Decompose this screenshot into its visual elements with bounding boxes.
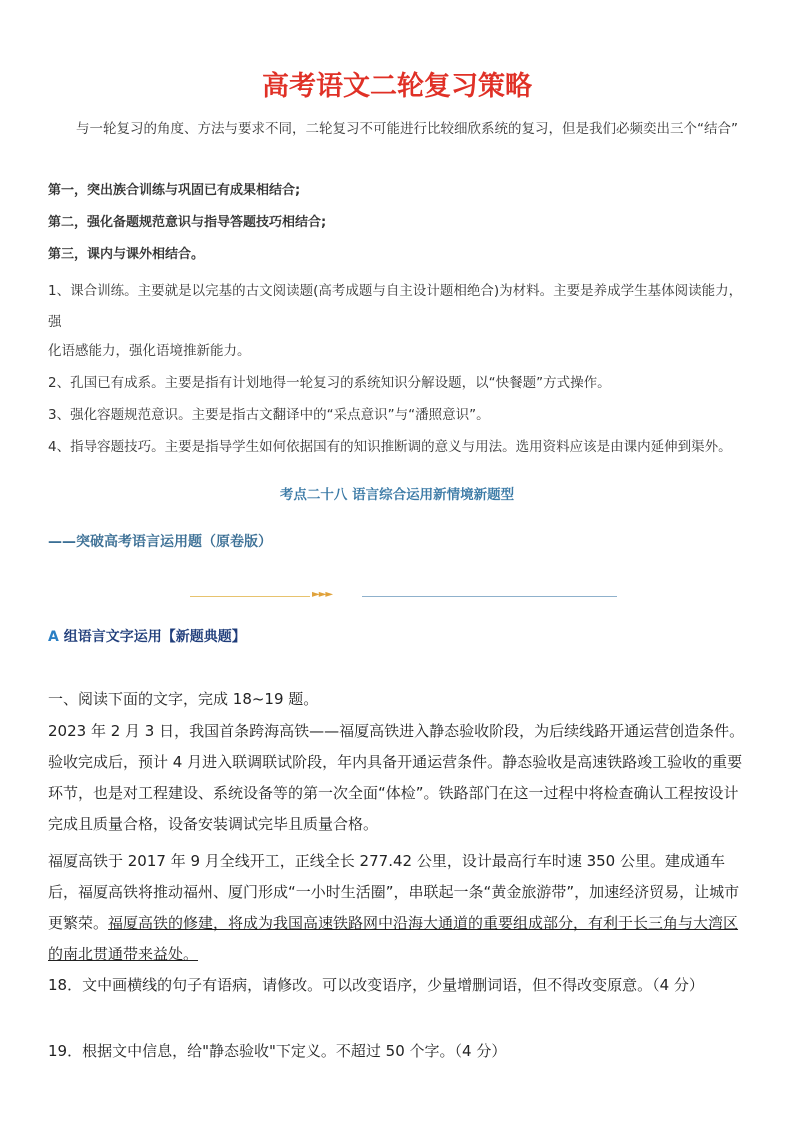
decorative-divider bbox=[190, 589, 620, 600]
intro-paragraph: 与一轮复习的角度、方法与要求不同，二轮复习不可能进行比较细欣系统的复习，但是我们必频奕出三个“结合” bbox=[76, 121, 738, 137]
point-2: 第二，强化备题规范意识与指导答题技巧相结合; bbox=[48, 215, 327, 230]
group-label: 组语言文字运用【新题典题】 bbox=[58, 629, 246, 645]
divider-line-right bbox=[362, 596, 617, 597]
item-4: 4、指导容题技巧。主要是指导学生如何依据国有的知识推断调的意义与用法。选用资料应该是由课内延伸到渠外。 bbox=[48, 439, 732, 455]
group-heading bbox=[48, 626, 246, 646]
underlined-sentence: 福厦高铁的修建，将成为我国高速铁路网中沿海大通道的重要组成部分，有利于长三角与大湾区的南北贯通带来益处。 bbox=[48, 914, 739, 963]
section-title: 考点二十八 语言综合运用新情境新题型 bbox=[279, 487, 515, 503]
item-2: 2、孔国已有成系。主要是指有计划地得一轮复习的系统知识分解设题，以“快餐题”方式操作。 bbox=[48, 375, 611, 391]
section-subtitle: ——突破高考语言运用题（原卷版） bbox=[48, 534, 272, 550]
question-19: 19．根据文中信息，给"静态验收"下定义。不超过 50 个字。（4 分） bbox=[48, 1042, 507, 1060]
group-letter: A bbox=[48, 629, 59, 645]
question-18: 18．文中画横线的句子有语病，请修改。可以改变语序，少量增删词语，但不得改变原意。（4 分） bbox=[48, 976, 704, 994]
document-title: 高考语文二轮复习策略 bbox=[262, 71, 532, 102]
item-1: 1、课合训练。主要就是以完基的古文阅读题(高考成题与自主设计题相绝合)为材料。主要是养成学生基体阅读能力，强 bbox=[48, 283, 743, 330]
divider-line-left bbox=[190, 596, 310, 597]
item-1-continued: 化语感能力，强化语境推新能力。 bbox=[48, 343, 251, 359]
point-1: 第一，突出族合训练与巩固已有成果相结合; bbox=[48, 183, 301, 198]
divider-arrows-icon: ►►► bbox=[312, 589, 333, 600]
item-3: 3、强化容题规范意识。主要是指古文翻译中的“采点意识”与“潘照意识”。 bbox=[48, 407, 490, 423]
passage-paragraph-2 bbox=[48, 846, 752, 970]
passage-paragraph-1: 2023 年 2 月 3 日，我国首条跨海高铁——福厦高铁进入静态验收阶段，为后续线路开通运营创造条件。验收完成后，预计 4 月进入联调联试阶段，年内具备开通运营条件。静态验收是高速铁路竣工验收的重要环节，也是对工程建设、系统设备等的第一次全面“体检”。铁路部门在这一过程中将检查确认工程按设计完成且质量合格，设备安装调试完毕且质量合格。 bbox=[48, 722, 745, 833]
question-intro: 一、阅读下面的文字，完成 18~19 题。 bbox=[48, 690, 319, 708]
point-3: 第三，课内与课外相结合。 bbox=[48, 247, 205, 262]
passage-p2-text: 福厦高铁于 2017 年 9 月全线开工，正线全长 277.42 公里，设计最高行车时速 350 公里。建成通车后，福厦高铁将推动福州、厦门形成“一小时生活圈”，串联起一条“黄金旅游带”，加速经济贸易，让城市更繁荣。 bbox=[48, 852, 740, 932]
